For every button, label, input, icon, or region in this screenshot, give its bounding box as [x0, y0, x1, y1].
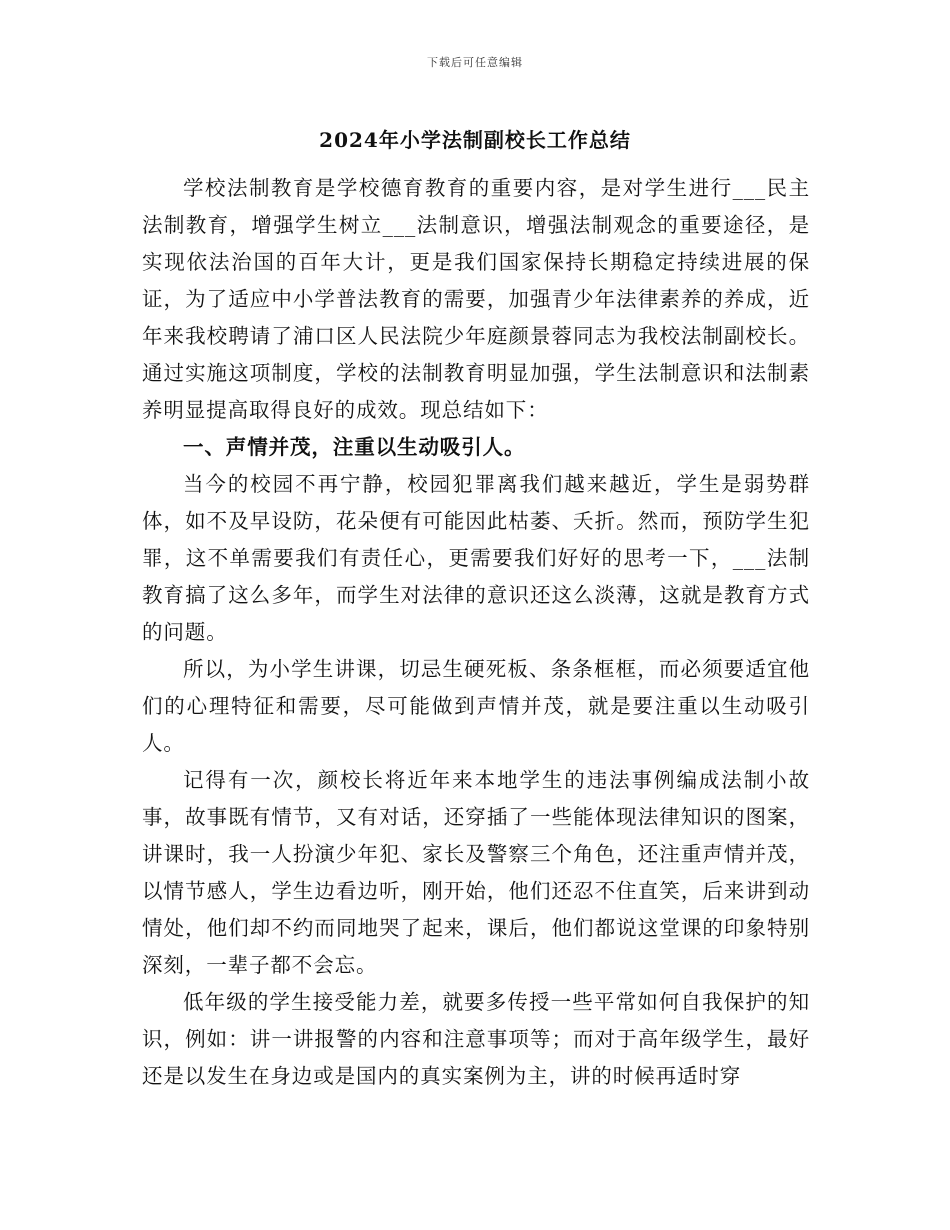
- paragraph-grades: 低年级的学生接受能力差，就要多传授一些平常如何自我保护的知识，例如：讲一讲报警的内容和注意事项等；而对于高年级学生，最好还是以发生在身边或是国内的真实案例为主，讲的时候再适时穿: [142, 990, 810, 1088]
- document-body: [142, 170, 810, 1095]
- document-title: 2024年小学法制副校长工作总结: [319, 128, 631, 152]
- section-heading: 一、声情并茂，注重以生动吸引人。: [183, 435, 526, 459]
- paragraph-story: 记得有一次，颜校长将近年来本地学生的违法事例编成法制小故事，故事既有情节，又有对话，还穿插了一些能体现法律知识的图案，讲课时，我一人扮演少年犯、家长及警察三个角色，还注重声情并茂，以情节感人，学生边看边听，刚开始，他们还忍不住直笑，后来讲到动情处，他们却不约而同地哭了起来，课后，他们都说这堂课的印象特别深刻，一辈子都不会忘。: [142, 768, 810, 977]
- paragraph-method: 所以，为小学生讲课，切忌生硬死板、条条框框，而必须要适宜他们的心理特征和需要，尽可能做到声情并茂，就是要注重以生动吸引人。: [142, 657, 810, 755]
- paragraph-intro: 学校法制教育是学校德育教育的重要内容，是对学生进行___民主法制教育，增强学生树立___法制意识，增强法制观念的重要途径，是实现依法治国的百年大计，更是我们国家保持长期稳定持续进展的保证，为了适应中小学普法教育的需要，加强青少年法律素养的养成，近年来我校聘请了浦口区人民法院少年庭颜景蓉同志为我校法制副校长。通过实施这项制度，学校的法制教育明显加强，学生法制意识和法制素养明显提高取得良好的成效。现总结如下：: [142, 176, 810, 422]
- header-note: 下载后可任意编辑: [427, 56, 523, 69]
- paragraph-campus: 当今的校园不再宁静，校园犯罪离我们越来越近，学生是弱势群体，如不及早设防，花朵便有可能因此枯萎、夭折。然而，预防学生犯罪，这不单需要我们有责任心，更需要我们好好的思考一下，___法制教育搞了这么多年，而学生对法律的意识还这么淡薄，这就是教育方式的问题。: [142, 472, 810, 644]
